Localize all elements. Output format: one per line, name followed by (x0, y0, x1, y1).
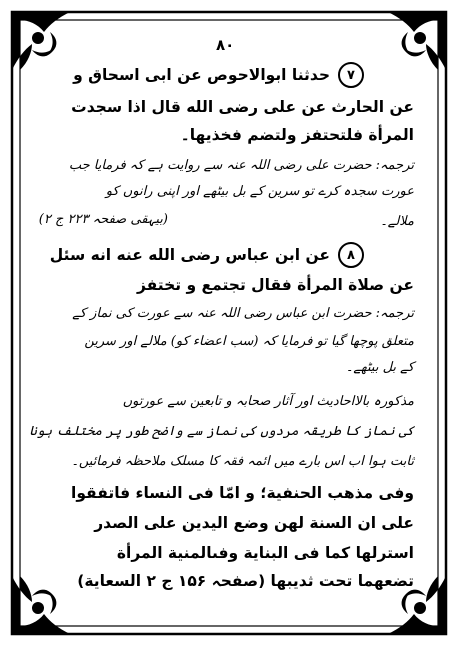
corner-ornament-icon (12, 576, 70, 634)
arabic-line: تضعهما تحت ثديبها (صفحہ ۱۵۶ ج ۲ السعاية) (77, 572, 414, 590)
urdu-paragraph-line: ثابت ہوا اب اس بارے میں ائمہ فقہ کا مسلک ملاحظہ فرمائیں۔ (71, 454, 414, 469)
section-marker-7: ٧ (338, 62, 364, 88)
urdu-translation-line: کے بل بیٹھے۔ (345, 360, 414, 375)
urdu-translation-line: متعلق پوچھا گیا تو فرمایا کہ (سب اعضاء کو) ملالے اور سرین (84, 334, 414, 349)
section-marker-8: ٨ (338, 242, 364, 268)
urdu-translation-line: عورت سجدہ کرے تو سرین کے بل بیٹھے اور اپنی رانوں کو (105, 184, 414, 199)
citation: (بیہقی صفحہ ۲۲۳ ج ۲) (38, 212, 168, 227)
arabic-line: عن صلاة المرأة فقال تجتمع و تختفز (136, 276, 414, 294)
urdu-paragraph-line: کی نماز کا طریقہ مردوں کی نماز سے واضح طور پر مختلف ہونا (29, 424, 414, 439)
corner-ornament-icon (388, 12, 446, 70)
arabic-line: عن الحارث عن على رضى الله قال اذا سجدت (71, 98, 414, 116)
urdu-translation-line: ملالے۔ (380, 214, 414, 229)
arabic-line: وفى مذهب الحنفية؛ و امّا فى النساء فاتفقوا (71, 484, 414, 502)
arabic-line: حدثنا ابوالاحوص عن ابى اسحاق و (73, 66, 330, 84)
arabic-line: استرلها كما فى البناية وفىالمنية المرأة (116, 544, 414, 562)
urdu-paragraph-line: مذکورہ بالااحادیث اور آثار صحابہ و تابعین سے عورتوں (122, 394, 414, 409)
arabic-line: المرأة فلتحتفز ولتضم فخذيها۔ (180, 126, 414, 144)
arabic-line: عن ابن عباس رضى الله عنه انه سئل (49, 246, 330, 264)
urdu-translation-line: ترجمہ: حضرت ابن عباس رضی اللہ عنہ سے عورت کی نماز کے (72, 306, 414, 321)
corner-ornament-icon (12, 12, 70, 70)
page-number: ٨٠ (216, 36, 235, 54)
urdu-translation-line: ترجمہ: حضرت علی رضی اللہ عنہ سے روایت ہے کہ فرمایا جب (68, 158, 414, 173)
arabic-line: على ان السنة لهن وضع اليدين على الصدر (94, 514, 414, 532)
